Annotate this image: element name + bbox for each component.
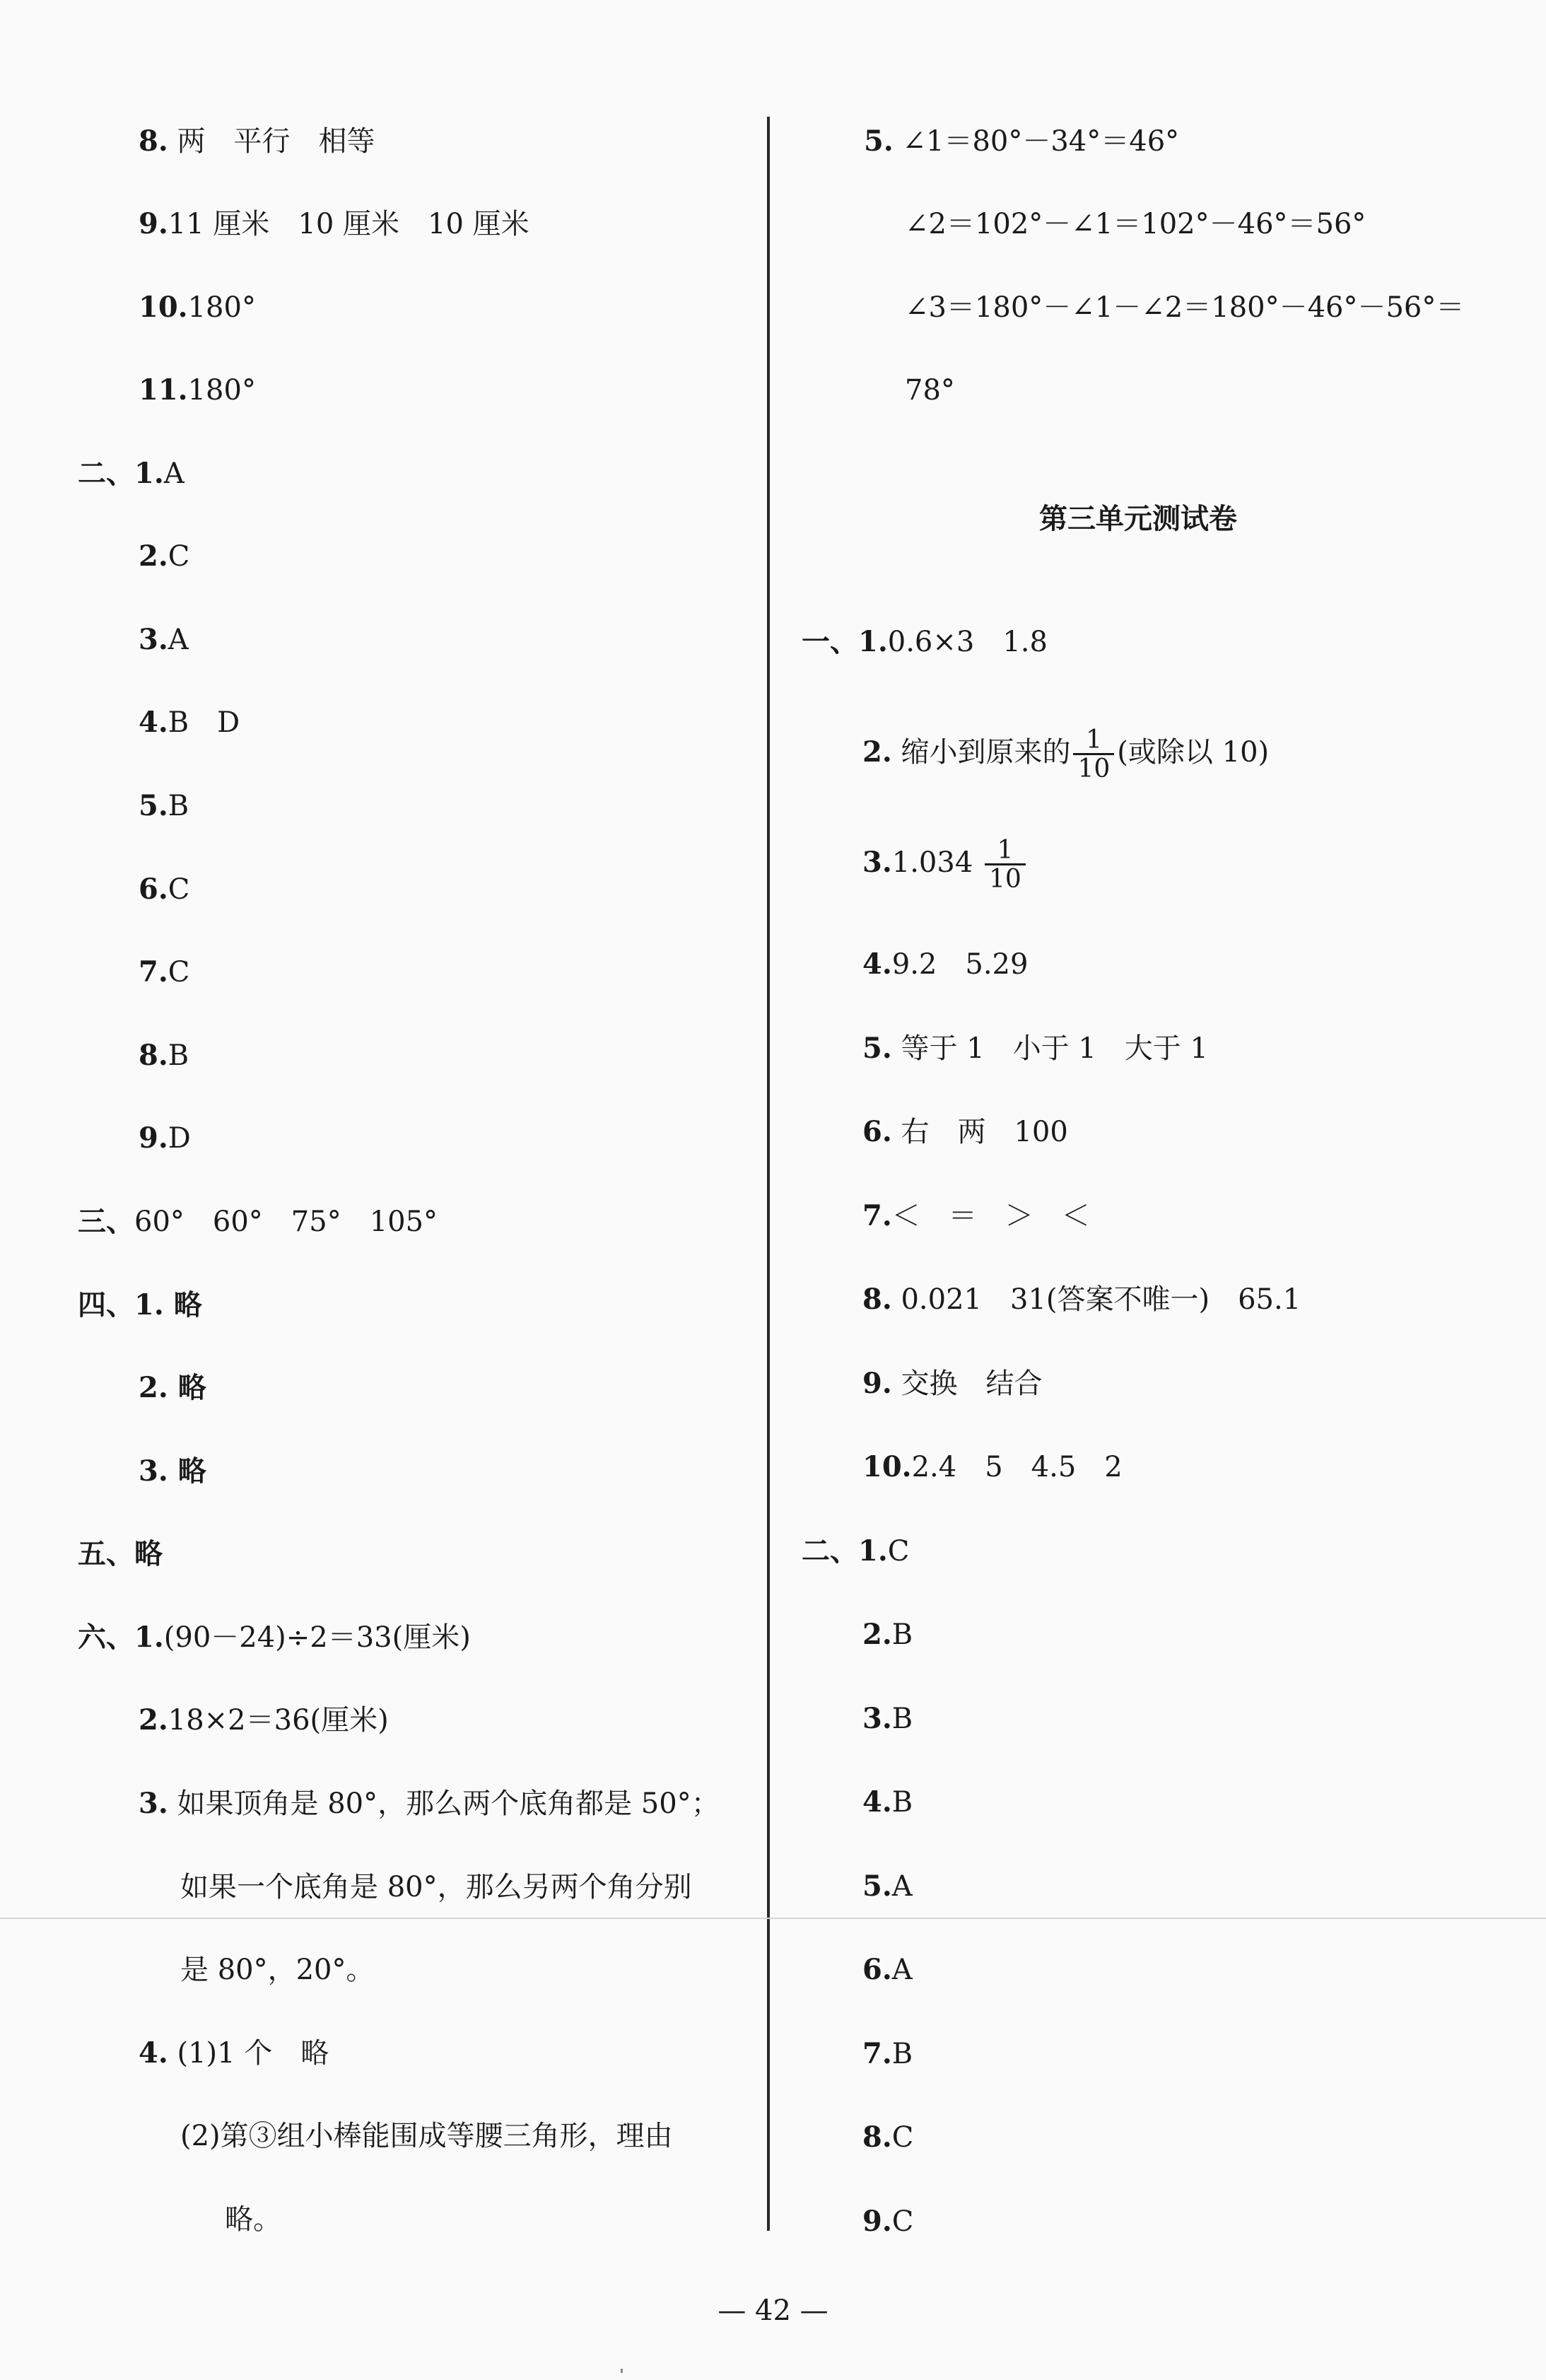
answer-line: 6. 右 两 100 xyxy=(862,1115,1068,1148)
answer-line: 78° xyxy=(905,374,955,407)
answer-line: 2.C xyxy=(139,539,190,573)
answer-line: 3.A xyxy=(139,623,189,656)
answer-line: 9. 交换 结合 xyxy=(862,1367,1043,1400)
answer-line: 是 80°，20°。 xyxy=(180,1954,375,1986)
fraction: $\frac{1}{10}$ xyxy=(1073,728,1114,782)
answer-line: 4.B D xyxy=(139,706,240,739)
section-heading: 第三单元测试卷 xyxy=(1039,502,1237,535)
answer-line: 3. 如果顶角是 80°，那么两个底角都是 50°； xyxy=(139,1787,720,1820)
answer-line: 六、1.(90－24)÷2＝33(厘米) xyxy=(78,1621,471,1654)
answer-line: 7.B xyxy=(862,2037,913,2070)
answer-line: 5.B xyxy=(139,789,189,822)
answer-line: 7.C xyxy=(139,955,190,988)
scan-fold-line xyxy=(0,1918,1546,1919)
answer-line: 略。 xyxy=(225,2203,281,2236)
answer-line: 8.C xyxy=(862,2121,914,2154)
page-number: — 42 — xyxy=(718,2294,828,2327)
answer-line: 3. 略 xyxy=(139,1454,206,1488)
fraction: $\frac{1}{10}$ xyxy=(985,838,1026,892)
answer-line: 8. 0.021 31(答案不唯一) 65.1 xyxy=(862,1283,1301,1316)
answer-line: 5.A xyxy=(862,1869,913,1903)
answer-line: 7.＜ ＝ ＞ ＜ xyxy=(862,1199,1090,1232)
answer-line: 10.180° xyxy=(139,291,256,324)
answer-line: 4.B xyxy=(862,1785,913,1819)
answer-line: 二、1.C xyxy=(802,1534,910,1568)
answer-line: 二、1.A xyxy=(78,457,185,490)
answer-line: 2. 略 xyxy=(139,1371,206,1404)
answer-line: 11.180° xyxy=(139,373,256,407)
answer-line: 2.18×2＝36(厘米) xyxy=(139,1703,389,1737)
answer-line: 8.B xyxy=(139,1039,189,1072)
column-divider xyxy=(767,117,770,2231)
answer-line: 9.11 厘米 10 厘米 10 厘米 xyxy=(139,207,529,240)
answer-line: 10.2.4 5 4.5 2 xyxy=(862,1450,1123,1483)
answer-line: 三、60° 60° 75° 105° xyxy=(78,1205,438,1238)
answer-line: ∠3＝180°－∠1－∠2＝180°－46°－56°＝ xyxy=(905,291,1465,324)
answer-line: 8. 两 平行 相等 xyxy=(139,124,375,158)
answer-line: 4. (1)1 个 略 xyxy=(139,2036,329,2070)
scan-speck xyxy=(621,2369,623,2373)
answer-line: 2. 缩小到原来的 $\frac{1}{10}$ (或除以 10) xyxy=(862,725,1270,783)
answer-line: 2.B xyxy=(862,1618,913,1651)
answer-line: 五、略 xyxy=(78,1537,163,1570)
answer-line: 9.C xyxy=(862,2205,914,2238)
answer-line: (2)第③组小棒能围成等腰三角形，理由 xyxy=(180,2120,673,2152)
answer-line: 6.C xyxy=(139,873,190,906)
answer-line: 5. 等于 1 小于 1 大于 1 xyxy=(862,1032,1208,1065)
answer-line: 4.9.2 5.29 xyxy=(862,947,1029,981)
answer-line: 5. ∠1＝80°－34°＝46° xyxy=(864,124,1180,158)
answer-line: 6.A xyxy=(862,1953,913,1986)
answer-line: 3.B xyxy=(862,1702,913,1735)
answer-line: 3.1.034 $\frac{1}{10}$ xyxy=(862,834,1029,891)
answer-line: 一、1.0.6×3 1.8 xyxy=(802,625,1048,658)
answer-line: 如果一个底角是 80°，那么另两个角分别 xyxy=(180,1871,692,1903)
answer-line: 四、1. 略 xyxy=(78,1288,202,1322)
answer-line: 9.D xyxy=(139,1121,191,1155)
answer-line: ∠2＝102°－∠1＝102°－46°＝56° xyxy=(905,208,1366,240)
